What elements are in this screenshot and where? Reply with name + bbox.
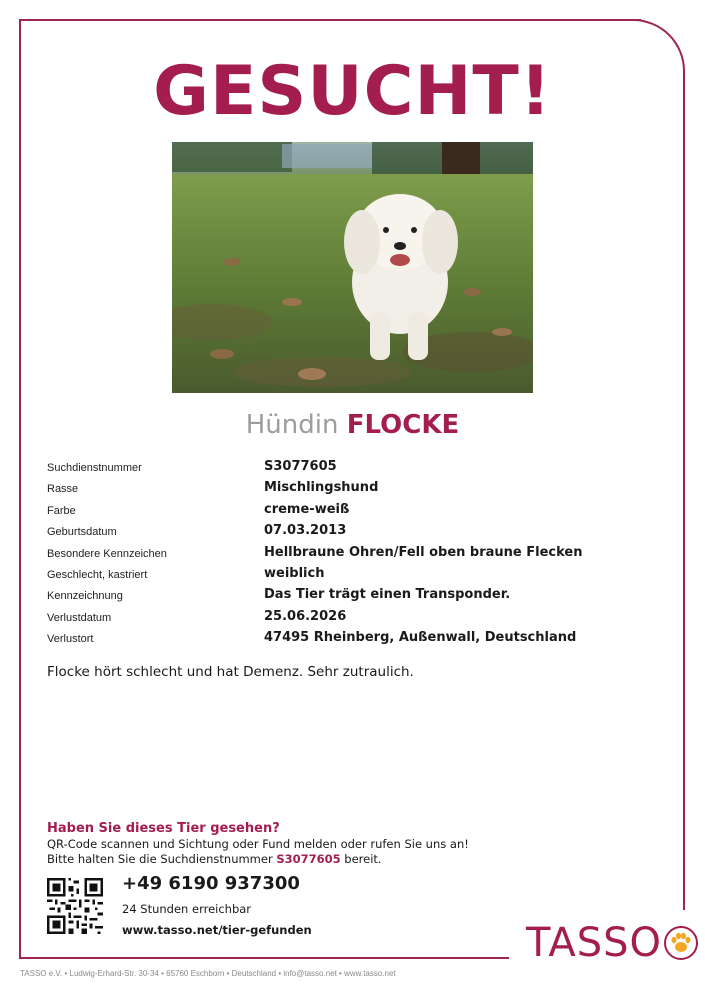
tasso-logo: [526, 918, 698, 968]
description-note: Flocke hört schlecht und hat Demenz. Sehr zutraulich.: [47, 664, 414, 680]
detail-label: Verlustdatum: [47, 611, 112, 624]
detail-value: Das Tier trägt einen Transponder.: [264, 587, 511, 603]
cta-question: Haben Sie dieses Tier gesehen?: [47, 821, 280, 836]
detail-row: [47, 587, 677, 608]
footer-address: TASSO e.V. • Ludwig-Erhard-Str. 30-34 • 65760 Eschborn • Deutschland • info@tasso.net • www.tasso.net: [20, 969, 396, 978]
detail-label: Verlustort: [47, 633, 94, 646]
frame-right-line: [683, 100, 685, 910]
detail-label: Geschlecht, kastriert: [47, 568, 148, 581]
pet-gender: Hündin: [245, 410, 339, 440]
detail-value: S3077605: [264, 459, 337, 474]
frame-bottom-line: [19, 957, 509, 959]
phone-number[interactable]: +49 6190 937300: [122, 873, 300, 894]
cta-instruction: QR-Code scannen und Sichtung oder Fund melden oder rufen Sie uns an!: [47, 837, 469, 851]
frame-left-line: [19, 19, 21, 959]
detail-row: [47, 545, 677, 566]
pet-photo: [172, 142, 533, 393]
website-link[interactable]: www.tasso.net/tier-gefunden: [122, 923, 312, 937]
cta-reference-pre: Bitte halten Sie die Suchdienstnummer: [47, 851, 273, 866]
cta-reference-line: [47, 852, 469, 867]
detail-row: [47, 566, 677, 587]
detail-value: 07.03.2013: [264, 523, 347, 539]
detail-row: [47, 609, 677, 630]
pet-name-line: [0, 410, 705, 440]
detail-label: Rasse: [47, 483, 79, 496]
availability-text: 24 Stunden erreichbar: [122, 902, 252, 916]
paw-icon: [664, 926, 698, 960]
detail-label: Besondere Kennzeichen: [47, 547, 167, 560]
detail-value: weiblich: [264, 565, 325, 581]
call-to-action: [47, 821, 469, 866]
detail-label: Suchdienstnummer: [47, 462, 142, 474]
details-table: [47, 459, 677, 652]
detail-row: [47, 523, 677, 544]
detail-row: [47, 480, 677, 501]
frame-top-line: [19, 19, 641, 21]
detail-value: creme-weiß: [264, 501, 350, 517]
detail-label: Farbe: [47, 504, 76, 517]
headline: GESUCHT!: [153, 52, 552, 131]
detail-row: [47, 459, 677, 480]
detail-value: Mischlingshund: [264, 480, 379, 496]
pet-name: FLOCKE: [346, 410, 460, 440]
detail-value: 25.06.2026: [264, 608, 347, 624]
detail-row: [47, 502, 677, 523]
cta-reference-post: bereit.: [344, 851, 382, 866]
detail-value: 47495 Rheinberg, Außenwall, Deutschland: [264, 630, 577, 646]
detail-label: Kennzeichnung: [47, 590, 123, 603]
detail-label: Geburtsdatum: [47, 526, 117, 539]
detail-row: [47, 630, 677, 651]
cta-reference-number: S3077605: [276, 851, 341, 866]
detail-value: Hellbraune Ohren/Fell oben braune Flecken: [264, 544, 583, 560]
qr-code-icon[interactable]: [47, 878, 103, 934]
brand-name: TASSO: [526, 920, 662, 966]
